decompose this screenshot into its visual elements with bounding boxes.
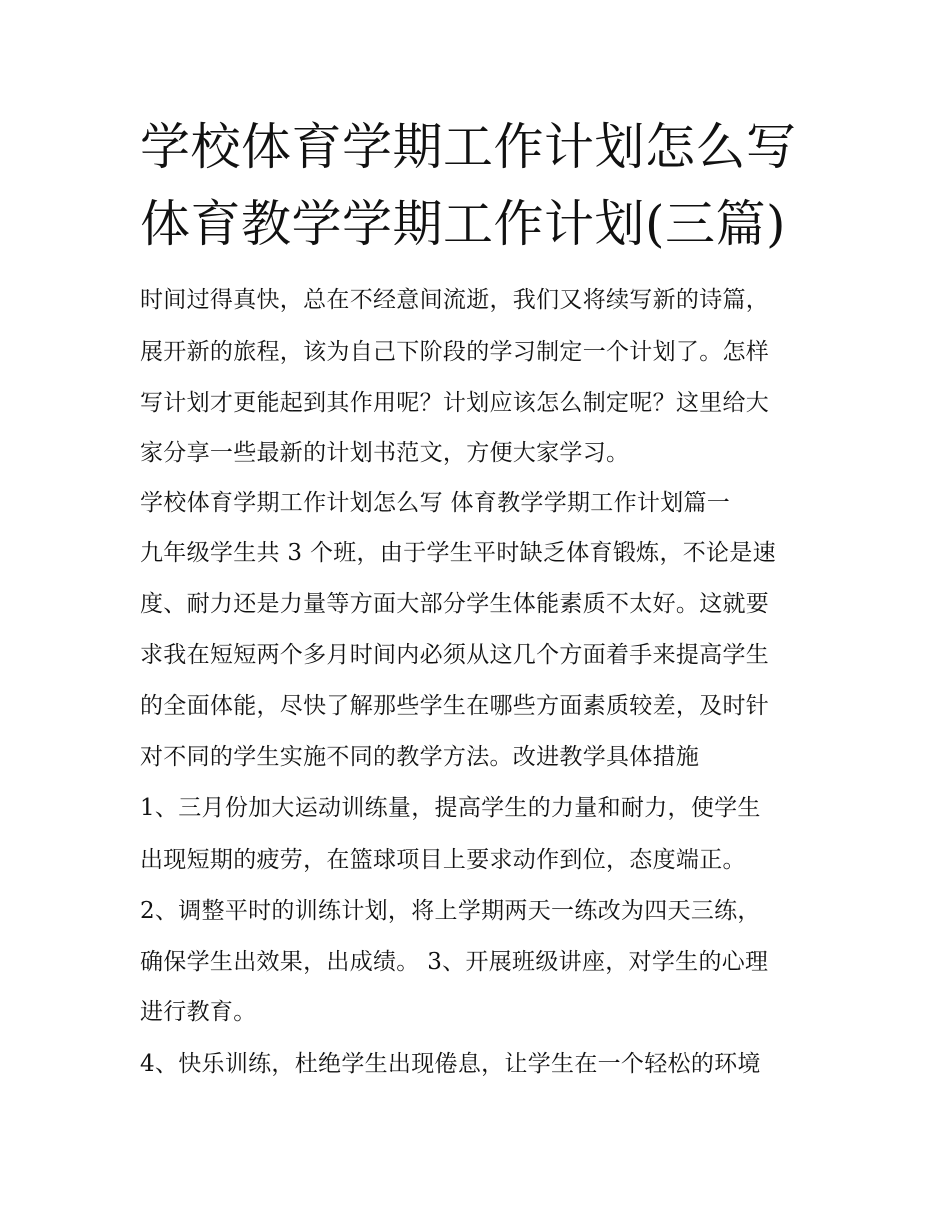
list-item: 1、三月份加大运动训练量，提高学生的力量和耐力，使学生 — [140, 795, 761, 821]
list-item: 出现短期的疲劳，在篮球项目上要求动作到位，态度端正。 — [140, 847, 746, 873]
section-heading: 学校体育学期工作计划怎么写 体育教学学期工作计划篇一 — [140, 490, 731, 516]
body-line: 的全面体能，尽快了解那些学生在哪些方面素质较差，及时针 — [140, 693, 770, 719]
body-line: 求我在短短两个多月时间内必须从这几个方面着手来提高学生 — [140, 642, 770, 668]
list-item: 确保学生出效果，出成绩。 3、开展班级讲座，对学生的心理 — [140, 949, 769, 975]
document-title-line-1: 学校体育学期工作计划怎么写 — [140, 118, 797, 176]
body-line: 对不同的学生实施不同的教学方法。改进教学具体措施 — [140, 744, 700, 770]
list-item: 4、快乐训练，杜绝学生出现倦息，让学生在一个轻松的环境 — [140, 1051, 761, 1077]
body-line: 写计划才更能起到其作用呢？计划应该怎么制定呢？这里给大 — [140, 390, 770, 416]
list-item: 进行教育。 — [140, 999, 257, 1025]
document-title-line-2: 体育教学学期工作计划(三篇) — [140, 195, 787, 253]
list-item: 2、调整平时的训练计划，将上学期两天一练改为四天三练， — [140, 898, 761, 924]
body-line: 展开新的旅程，该为自己下阶段的学习制定一个计划了。怎样 — [140, 339, 770, 365]
body-line: 时间过得真快，总在不经意间流逝，我们又将续写新的诗篇， — [140, 287, 770, 313]
body-line: 家分享一些最新的计划书范文，方便大家学习。 — [140, 440, 630, 466]
body-line: 九年级学生共 3 个班，由于学生平时缺乏体育锻炼，不论是速 — [140, 540, 776, 566]
body-line: 度、耐力还是力量等方面大部分学生体能素质不太好。这就要 — [140, 591, 770, 617]
